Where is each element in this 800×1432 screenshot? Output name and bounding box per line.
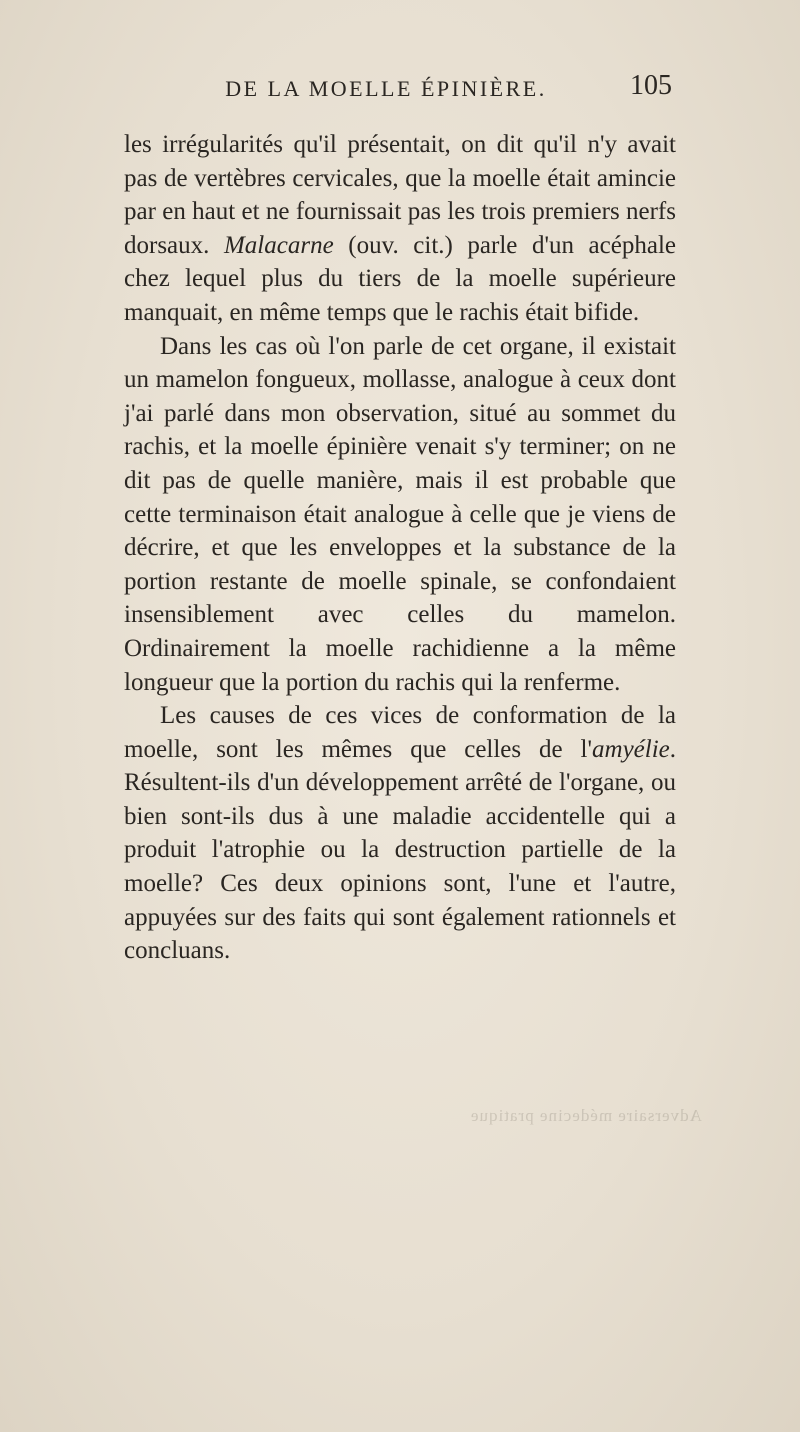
paragraph-3	[124, 699, 676, 968]
running-title: DE LA MOELLE ÉPINIÈRE.	[225, 76, 547, 101]
paragraph-1-text-b: (ouv. cit.) parle d'un acéphale chez lequel plus du tiers de la moelle supérieure manquait, en même temps que le rachis était bifide.	[124, 231, 676, 326]
paragraph-3-text-b: . Résultent-ils d'un développement arrêté de l'organe, ou bien sont-ils dus à une maladie accidentelle qui a produit l'atrophie ou la destruction partielle de la moelle? Ces deux opinions sont, l'une et l'autre, appuyées sur des faits qui sont également rationnels et concluans.	[124, 735, 676, 965]
running-head	[180, 70, 672, 110]
bleed-through-text: Adversaire médecine pratique	[470, 1106, 702, 1125]
author-name-italic: Malacarne	[223, 231, 334, 259]
term-italic: amyélie	[592, 735, 670, 763]
paragraph-1	[124, 128, 676, 330]
paragraph-3-text-a: Les causes de ces vices de conformation de la moelle, sont les mêmes que celles de l'	[124, 702, 676, 763]
page-number: 105	[630, 70, 672, 101]
paragraph-1-text-a: les irrégularités qu'il présentait, on dit qu'il n'y avait pas de vertèbres cervicales, que la moelle était amincie par en haut et ne fournissait pas les trois premiers nerfs dorsaux.	[124, 131, 676, 259]
body-text	[124, 128, 676, 968]
paragraph-2: Dans les cas où l'on parle de cet organe, il existait un mamelon fongueux, mollasse, analogue à ceux dont j'ai parlé dans mon observation, situé au sommet du rachis, et la moelle épinière venait s'y terminer; on ne dit pas de quelle manière, mais il est probable que cette terminaison était analogue à celle que je viens de décrire, et que les enveloppes et la substance de la portion restante de moelle spinale, se confondaient insensiblement avec celles du mamelon. Ordinairement la moelle rachidienne a la même longueur que la portion du rachis qui la renferme.	[124, 332, 676, 696]
